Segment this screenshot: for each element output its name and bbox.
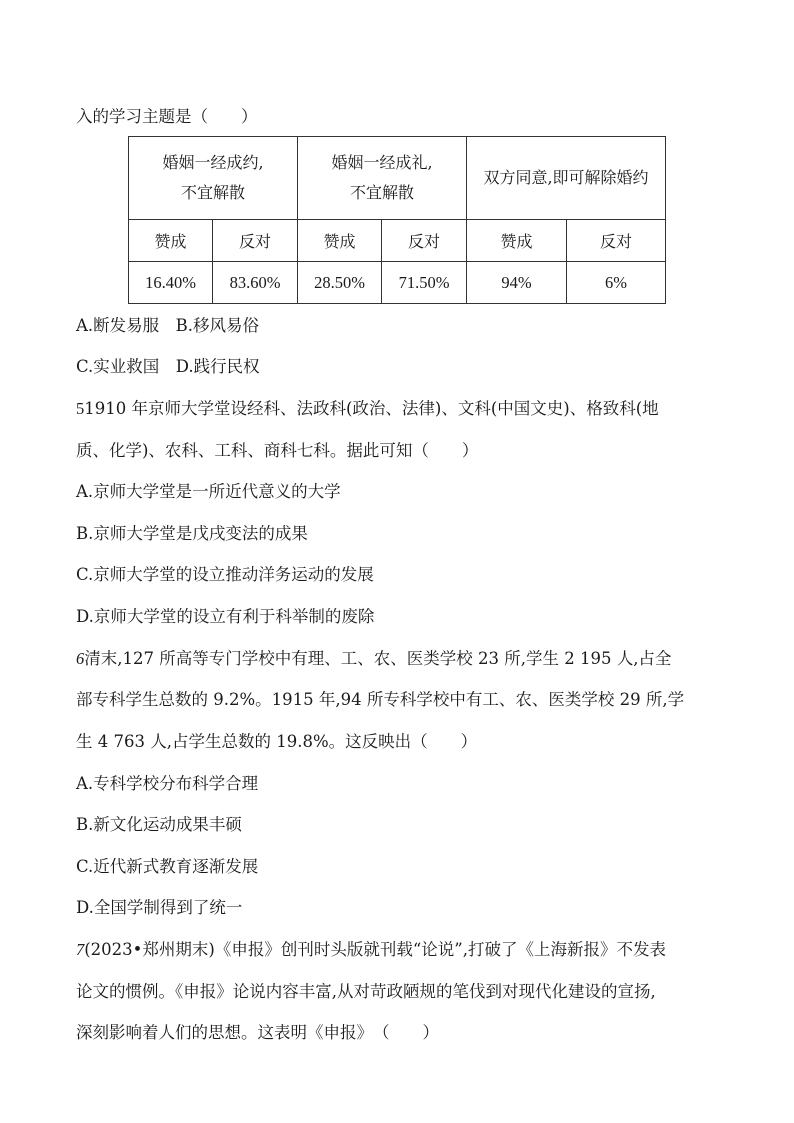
table-header-cell [467,137,666,220]
header-line: 婚姻一经成礼, [331,153,433,172]
question-number: 5 [76,399,85,418]
q6-option-b: B.新文化运动成果丰硕 [76,815,242,834]
table-subheader: 反对 [213,220,298,262]
question-number: 6 [76,649,85,668]
table-cell: 28.50% [298,262,382,304]
q5-line-2: 质、化学)、农科、工科、商科七科。据此可知（ ） [76,441,479,460]
table-cell: 6% [567,262,666,304]
table-subheader: 赞成 [129,220,213,262]
survey-table [128,136,666,304]
table-header-cell [129,137,298,220]
q5-option-c: C.京师大学堂的设立推动洋务运动的发展 [76,565,374,584]
table-subheader: 赞成 [298,220,382,262]
q5-option-a: A.京师大学堂是一所近代意义的大学 [76,482,341,501]
q4-options-2: C.实业救国 D.践行民权 [76,357,260,376]
q4-stem-end: 入的学习主题是（ ） [76,107,258,126]
header-line: 双方同意,即可解除婚约 [483,168,649,187]
q6-line-1 [76,648,671,670]
table-subheader: 反对 [567,220,666,262]
q5-line-1 [76,398,659,420]
q7-line-3: 深刻影响着人们的思想。这表明《申报》 （ ） [76,1023,439,1042]
q5-option-b: B.京师大学堂是戊戌变法的成果 [76,524,308,543]
q5-option-d: D.京师大学堂的设立有利于科举制的废除 [76,607,375,626]
table-cell: 16.40% [129,262,213,304]
header-line: 不宜解散 [180,183,245,202]
table-cell: 94% [467,262,567,304]
q6-line-3: 生 4 763 人,占学生总数的 19.8%。这反映出（ ） [76,732,478,751]
header-line: 不宜解散 [349,183,414,202]
q6-option-c: C.近代新式教育逐渐发展 [76,857,259,876]
q7-line-2: 论文的惯例。《申报》论说内容丰富,从对苛政陋规的笔伐到对现代化建设的宣扬, [76,982,656,1001]
q6-option-a: A.专科学校分布科学合理 [76,774,259,793]
table-cell: 83.60% [213,262,298,304]
table-cell: 71.50% [382,262,467,304]
q4-options-1: A.断发易服 B.移风易俗 [76,316,260,335]
q7-text: (2023•郑州期末)《申报》创刊时头版就刊载“论说”,打破了《上海新报》不发表 [84,940,666,959]
q6-line-2: 部专科学生总数的 9.2%。1915 年,94 所专科学校中有工、农、医类学校 29 所,学 [76,690,685,709]
q5-text: 1910 年京师大学堂设经科、法政科(政治、法律)、文科(中国文史)、格致科(地 [84,399,659,418]
q6-text: 清末,127 所高等专门学校中有理、工、农、医类学校 23 所,学生 2 195 人,占全 [84,649,672,668]
table-subheader: 反对 [382,220,467,262]
table-subheader: 赞成 [467,220,567,262]
question-number: 7 [76,940,85,959]
header-line: 婚姻一经成约, [162,153,264,172]
q7-line-1 [76,939,666,961]
q6-option-d: D.全国学制得到了统一 [76,898,243,917]
table-header-cell [298,137,467,220]
